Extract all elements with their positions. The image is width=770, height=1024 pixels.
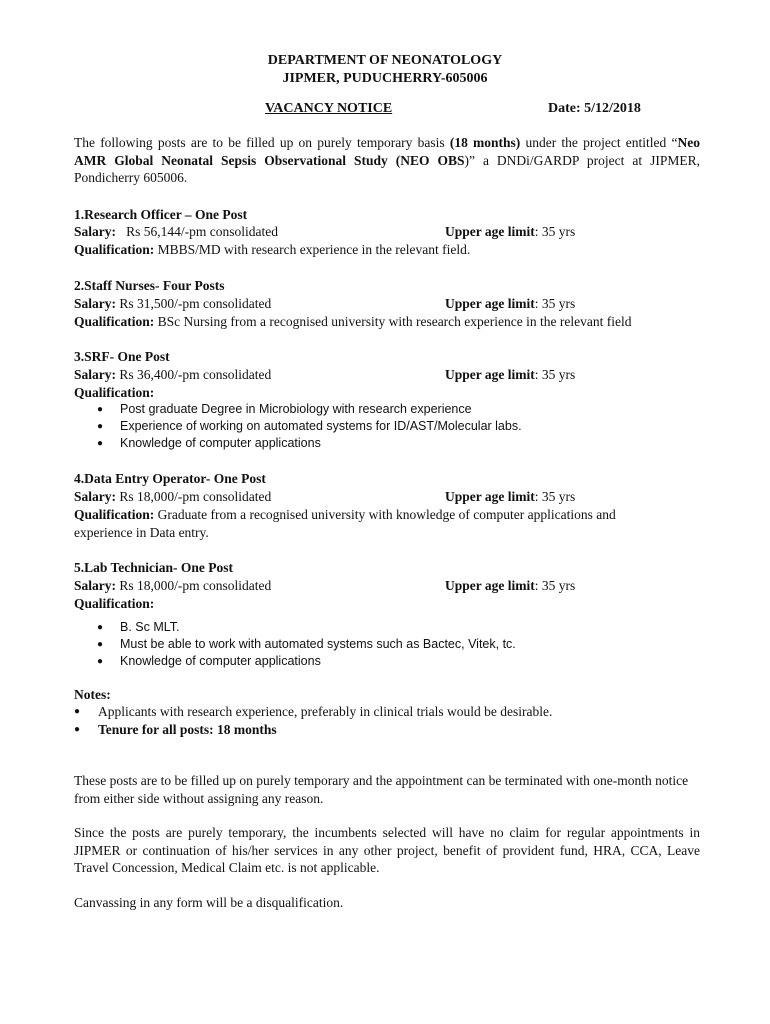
department-heading: DEPARTMENT OF NEONATOLOGY bbox=[267, 53, 503, 68]
post-1-salary-row: Salary: Rs 56,144/-pm consolidated Upper age limit: 35 yrs bbox=[74, 224, 576, 239]
post-2-qualification: Qualification: BSc Nursing from a recognised university with research experience in the relevant field bbox=[74, 314, 632, 329]
post-2-title: 2.Staff Nurses- Four Posts bbox=[74, 278, 225, 293]
list-item: Must be able to work with automated systems such as Bactec, Vitek, tc. bbox=[120, 637, 516, 651]
bullet-icon: ● bbox=[97, 656, 104, 667]
post-1-qualification: Qualification: MBBS/MD with research experience in the relevant field. bbox=[74, 242, 471, 257]
bullet-icon: ● bbox=[97, 622, 104, 633]
post-5-qualification-label: Qualification: bbox=[74, 596, 155, 611]
list-item: Knowledge of computer applications bbox=[120, 436, 321, 450]
post-4-title: 4.Data Entry Operator- One Post bbox=[74, 471, 266, 486]
post-4-salary-row: Salary: Rs 18,000/-pm consolidated Upper age limit: 35 yrs bbox=[74, 489, 576, 504]
list-item: Tenure for all posts: 18 months bbox=[98, 722, 277, 737]
bullet-icon: ● bbox=[97, 404, 104, 415]
bullet-icon: ● bbox=[97, 421, 104, 432]
post-3-title: 3.SRF- One Post bbox=[74, 349, 170, 364]
list-item: Experience of working on automated systems for ID/AST/Molecular labs. bbox=[120, 419, 522, 433]
bullet-icon: ● bbox=[74, 706, 81, 717]
no-claim-paragraph: Since the posts are purely temporary, the incumbents selected will have no claim for regular appointments in JIPMER or continuation of his/her services in any other project, benefit of provident fund, HRA, CCA, Leave Travel Concession, Medical Claim etc. is not applicable. bbox=[74, 825, 700, 875]
notice-title: VACANCY NOTICE bbox=[265, 101, 393, 116]
post-3-qualification-label: Qualification: bbox=[74, 385, 155, 400]
list-item: B. Sc MLT. bbox=[120, 620, 180, 634]
post-1-title: 1.Research Officer – One Post bbox=[74, 207, 248, 222]
bullet-icon: ● bbox=[97, 438, 104, 449]
bullet-icon: ● bbox=[74, 724, 81, 735]
post-5-salary-row: Salary: Rs 18,000/-pm consolidated Upper age limit: 35 yrs bbox=[74, 578, 576, 593]
post-3-salary-row: Salary: Rs 36,400/-pm consolidated Upper age limit: 35 yrs bbox=[74, 367, 576, 382]
post-4-qualification: Qualification: Graduate from a recognised university with knowledge of computer applications and experience in Data entry. bbox=[74, 507, 616, 540]
canvassing-paragraph: Canvassing in any form will be a disqualification. bbox=[74, 895, 344, 910]
intro-paragraph: The following posts are to be filled up on purely temporary basis (18 months) under the project entitled “Neo AMR Global Neonatal Sepsis Observational Study (NEO OBS)” a DNDi/GARDP project at JIPMER, Pondicherry 605006. bbox=[74, 135, 701, 185]
post-2-salary-row: Salary: Rs 31,500/-pm consolidated Upper age limit: 35 yrs bbox=[74, 296, 576, 311]
institute-heading: JIPMER, PUDUCHERRY-605006 bbox=[282, 71, 488, 86]
list-item: Post graduate Degree in Microbiology with research experience bbox=[120, 402, 472, 416]
list-item: Knowledge of computer applications bbox=[120, 654, 321, 668]
post-5-title: 5.Lab Technician- One Post bbox=[74, 560, 234, 575]
termination-paragraph: These posts are to be filled up on purely temporary and the appointment can be terminated with one-month notice from either side without assigning any reason. bbox=[74, 773, 689, 806]
notice-date: Date: 5/12/2018 bbox=[548, 101, 641, 116]
notes-title: Notes: bbox=[74, 687, 111, 702]
list-item: Applicants with research experience, preferably in clinical trials would be desirable. bbox=[98, 704, 553, 719]
bullet-icon: ● bbox=[97, 639, 104, 650]
